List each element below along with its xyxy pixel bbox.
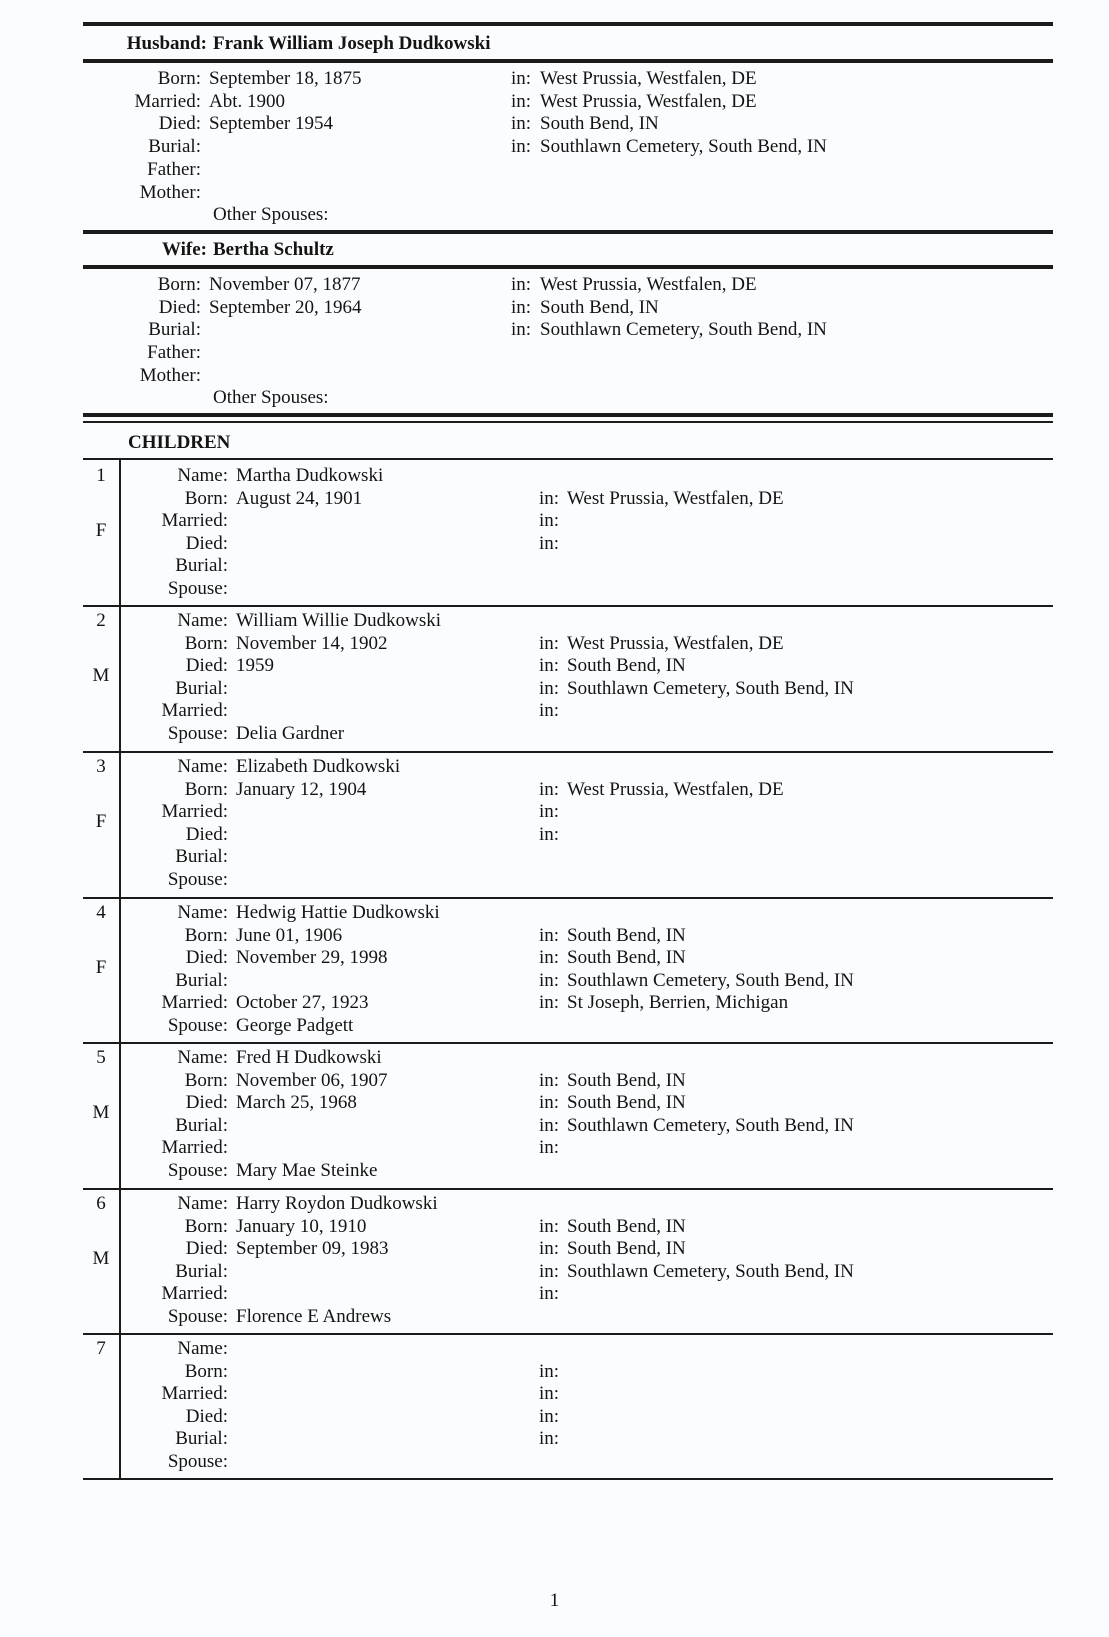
husband-label: Died: [158,113,201,135]
child-value: October 27, 1923 [236,992,369,1014]
child-in-label: in: [539,801,560,823]
child-label: Burial: [175,969,228,991]
child-label: Born: [184,778,228,800]
page-number: 1 [549,1590,560,1611]
husband-value: September 1954 [209,113,334,135]
child-in-label: in: [539,1215,560,1237]
child-label: Burial: [175,555,228,577]
child-sex: F [95,811,107,832]
husband-place: West Prussia, Westfalen, DE [540,90,757,112]
children-top-rule [83,413,1053,417]
husband-value: September 18, 1875 [209,68,362,89]
child-place: West Prussia, Westfalen, DE [567,778,784,800]
child-bottom-rule [83,1333,1053,1335]
wife-heading: Wife: [161,239,207,260]
child-label: Died: [185,1405,228,1427]
wife-place: West Prussia, Westfalen, DE [540,274,757,295]
child-value: Florence E Andrews [236,1306,392,1327]
wife-label: Born: [157,274,201,295]
child-place: South Bend, IN [567,1238,686,1260]
child-label: Name: [177,756,228,777]
child-in-label: in: [539,1283,560,1305]
child-in-label: in: [539,1092,560,1114]
child-label: Burial: [175,1260,228,1282]
child-in-label: in: [539,947,560,969]
child-number: 5 [96,1047,106,1068]
child-bottom-rule [83,1478,1053,1480]
child-label: Died: [185,1092,228,1114]
child-label: Burial: [175,846,228,868]
child-sex: M [92,1248,110,1269]
husband-in-label: in: [511,113,532,135]
child-in-label: in: [539,487,560,509]
child-label: Spouse: [167,578,228,599]
child-in-label: in: [539,924,560,946]
child-place: South Bend, IN [567,1069,686,1091]
child-label: Spouse: [167,1451,228,1472]
child-number: 2 [96,610,106,631]
child-in-label: in: [539,632,560,654]
child-value: March 25, 1968 [236,1092,357,1114]
child-label: Married: [161,1383,228,1405]
child-label: Name: [177,1338,228,1359]
child-label: Married: [161,992,228,1014]
child-label: Born: [184,487,228,509]
child-label: Died: [185,532,228,554]
child-place: South Bend, IN [567,1215,686,1237]
child-number: 7 [96,1338,106,1359]
wife-in-label: in: [511,319,532,341]
child-value: Mary Mae Steinke [236,1160,378,1181]
husband-bottom-rule [83,59,1053,63]
child-label: Spouse: [167,723,228,744]
child-in-label: in: [539,823,560,845]
child-place: Southlawn Cemetery, South Bend, IN [567,677,854,699]
husband-place: West Prussia, Westfalen, DE [540,68,757,89]
child-bottom-rule [83,605,1053,607]
husband-label: Burial: [148,136,201,158]
child-place: Southlawn Cemetery, South Bend, IN [567,969,854,991]
wife-place: Southlawn Cemetery, South Bend, IN [540,319,827,341]
child-in-label: in: [539,1238,560,1260]
husband-top-rule [83,22,1053,26]
child-label: Name: [177,465,228,486]
child-in-label: in: [539,1114,560,1136]
child-in-label: in: [539,1360,560,1382]
child-in-label: in: [539,992,560,1014]
child-label: Spouse: [167,1306,228,1327]
wife-name: Bertha Schultz [213,239,334,260]
child-in-label: in: [539,1405,560,1427]
child-place: South Bend, IN [567,1092,686,1114]
child-in-label: in: [539,1428,560,1450]
child-label: Married: [161,700,228,722]
wife-in-label: in: [511,274,532,295]
child-value: George Padgett [236,1015,354,1036]
child-value: November 14, 1902 [236,632,388,654]
husband-label: Father: [147,158,201,180]
child-number: 1 [96,465,106,486]
husband-label: Married: [134,90,201,112]
child-place: South Bend, IN [567,655,686,677]
child-sex: F [95,520,107,541]
child-label: Married: [161,510,228,532]
child-sex: M [92,665,110,686]
child-value: January 10, 1910 [236,1215,367,1237]
husband-in-label: in: [511,90,532,112]
child-label: Born: [184,632,228,654]
children-second-rule [83,421,1053,423]
wife-bottom-rule [83,265,1053,269]
child-in-label: in: [539,677,560,699]
child-label: Name: [177,610,228,631]
child-value: Elizabeth Dudkowski [236,756,401,777]
child-number: 3 [96,756,106,777]
husband-place: South Bend, IN [540,113,659,135]
wife-label: Father: [147,342,201,364]
child-place: South Bend, IN [567,924,686,946]
child-label: Burial: [175,677,228,699]
child-label: Married: [161,1283,228,1305]
child-label: Born: [184,1215,228,1237]
husband-place: Southlawn Cemetery, South Bend, IN [540,136,827,158]
child-place: Southlawn Cemetery, South Bend, IN [567,1114,854,1136]
wife-label: Died: [158,296,201,318]
husband-other-spouses: Other Spouses: [213,204,329,225]
husband-label: Mother: [139,181,201,203]
child-label: Married: [161,801,228,823]
child-in-label: in: [539,510,560,532]
child-in-label: in: [539,532,560,554]
child-in-label: in: [539,1069,560,1091]
child-bottom-rule [83,751,1053,753]
child-place: West Prussia, Westfalen, DE [567,487,784,509]
child-value: January 12, 1904 [236,778,367,800]
wife-top-rule [83,230,1053,234]
child-label: Died: [185,947,228,969]
child-label: Name: [177,1193,228,1214]
husband-name: Frank William Joseph Dudkowski [213,33,491,54]
child-value: Martha Dudkowski [236,465,384,486]
children-header-rule [83,458,1053,460]
child-in-label: in: [539,1383,560,1405]
child-value: 1959 [236,655,274,677]
wife-value: September 20, 1964 [209,296,362,318]
child-value: Harry Roydon Dudkowski [236,1193,438,1214]
child-label: Born: [184,924,228,946]
child-number: 4 [96,902,106,923]
child-bottom-rule [83,897,1053,899]
child-in-label: in: [539,1260,560,1282]
child-in-label: in: [539,969,560,991]
child-place: West Prussia, Westfalen, DE [567,632,784,654]
child-label: Spouse: [167,1015,228,1036]
wife-label: Mother: [139,364,201,386]
child-in-label: in: [539,655,560,677]
child-value: November 06, 1907 [236,1069,388,1091]
child-label: Born: [184,1360,228,1382]
child-label: Married: [161,1137,228,1159]
child-number: 6 [96,1193,106,1214]
child-label: Died: [185,655,228,677]
wife-in-label: in: [511,296,532,318]
child-in-label: in: [539,778,560,800]
child-label: Died: [185,1238,228,1260]
husband-value: Abt. 1900 [209,90,285,112]
child-value: William Willie Dudkowski [236,610,441,631]
child-sex: F [95,957,107,978]
child-place: St Joseph, Berrien, Michigan [567,992,789,1014]
husband-heading: Husband: [126,33,207,54]
husband-in-label: in: [511,68,532,89]
wife-place: South Bend, IN [540,296,659,318]
child-value: November 29, 1998 [236,947,388,969]
child-label: Name: [177,902,228,923]
child-label: Born: [184,1069,228,1091]
child-label: Burial: [175,1428,228,1450]
child-value: September 09, 1983 [236,1238,389,1260]
child-label: Spouse: [167,1160,228,1181]
child-place: South Bend, IN [567,947,686,969]
child-place: Southlawn Cemetery, South Bend, IN [567,1260,854,1282]
wife-other-spouses: Other Spouses: [213,387,329,408]
child-value: June 01, 1906 [236,924,343,946]
child-value: Hedwig Hattie Dudkowski [236,902,440,923]
child-in-label: in: [539,700,560,722]
child-label: Spouse: [167,869,228,890]
child-label: Name: [177,1047,228,1068]
child-label: Burial: [175,1114,228,1136]
children-heading: CHILDREN [128,432,231,453]
child-sex: M [92,1102,110,1123]
wife-value: November 07, 1877 [209,274,361,295]
child-label: Died: [185,823,228,845]
husband-in-label: in: [511,136,532,158]
husband-label: Born: [157,68,201,89]
wife-label: Burial: [148,319,201,341]
child-value: Delia Gardner [236,723,345,744]
child-in-label: in: [539,1137,560,1159]
child-bottom-rule [83,1042,1053,1044]
child-bottom-rule [83,1188,1053,1190]
child-value: Fred H Dudkowski [236,1047,382,1068]
child-value: August 24, 1901 [236,487,363,509]
